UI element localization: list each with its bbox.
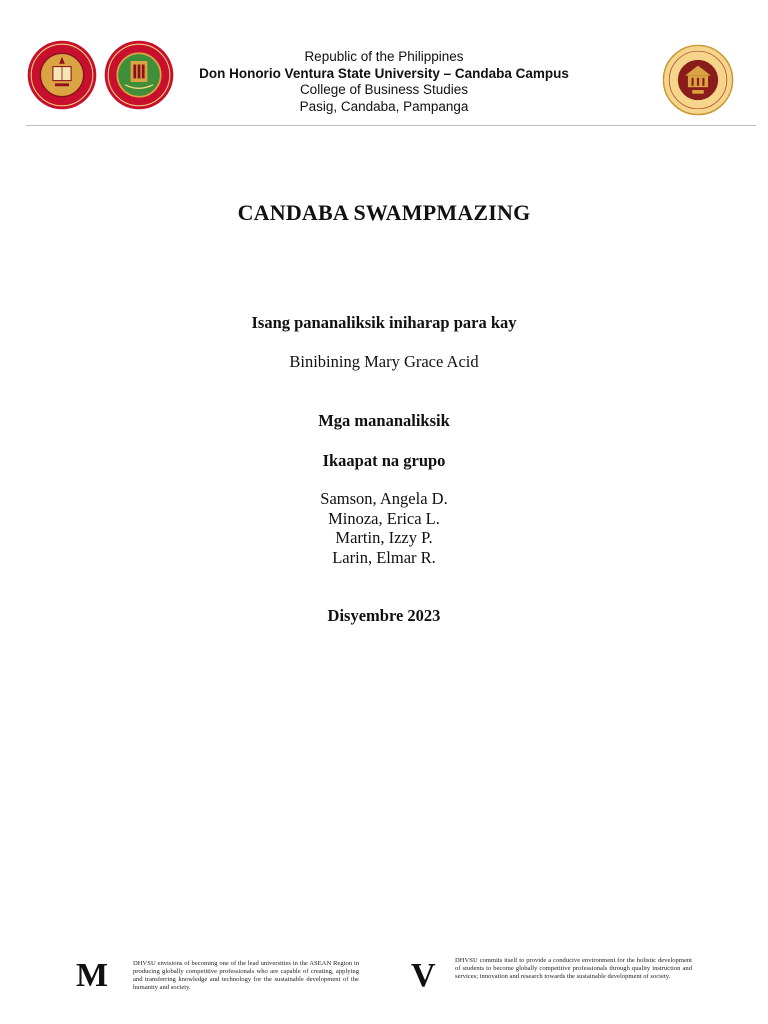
member-name: Minoza, Erica L.	[328, 508, 440, 528]
member-name: Larin, Elmar R.	[332, 547, 436, 567]
member-name: Samson, Angela D.	[320, 489, 448, 508]
submission-date: Disyembre 2023	[327, 606, 441, 625]
republic-line: Republic of the Philippines	[304, 49, 464, 64]
university-name: Don Honorio Ventura State University – Candaba Campus	[199, 65, 569, 81]
researchers-label: Mga mananaliksik	[318, 411, 450, 430]
college-name: College of Business Studies	[299, 82, 469, 97]
presentation-line: Isang pananaliksik iniharap para kay	[251, 313, 517, 332]
mission-letter: M	[76, 957, 109, 994]
document-header	[184, 49, 584, 115]
header-divider	[26, 125, 756, 126]
member-name: Martin, Izzy P.	[335, 528, 433, 547]
college-seal-logo	[659, 44, 737, 116]
mission-statement: DHVSU envisions of becoming one of the lead universities in the ASEAN Region in producing globally competitive professionals who are capable of creating, applying and transferring knowledge and technology for the sustainable development of the humanity and society.	[133, 960, 359, 991]
adviser-name: Binibining Mary Grace Acid	[289, 352, 479, 371]
group-label: Ikaapat na grupo	[322, 451, 446, 470]
campus-address: Pasig, Candaba, Pampanga	[299, 98, 469, 114]
member-list	[0, 489, 768, 567]
vision-letter: V	[411, 957, 436, 994]
campus-seal-logo	[104, 40, 174, 110]
vision-statement: DHVSU commits itself to provide a conducive environment for the holistic development of students to become globally competitive professionals through quality instruction and services; innovation and research towards the sustainable development of society.	[455, 957, 692, 980]
research-title: CANDABA SWAMPMAZING	[237, 200, 531, 225]
university-seal-logo	[27, 40, 97, 110]
